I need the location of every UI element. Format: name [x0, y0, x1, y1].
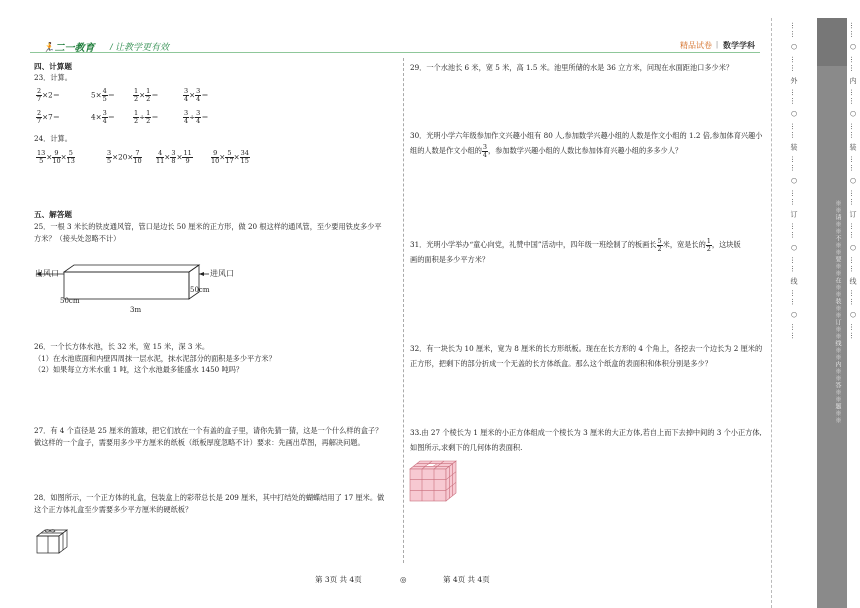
fraction — [225, 150, 233, 165]
denominator: 4 — [196, 94, 201, 103]
denominator: 5 — [107, 156, 112, 165]
denominator: 5 — [39, 156, 44, 165]
q23-title: 23．计算。 — [34, 73, 72, 82]
denominator: 11 — [156, 156, 165, 165]
numerator: 3 — [102, 109, 107, 117]
expr-text: × — [46, 152, 53, 162]
denominator: 10 — [211, 156, 220, 165]
q27-text — [34, 425, 404, 448]
numerator: 2 — [37, 87, 42, 95]
q26-line1: 26．一个长方体水池，长 32 米，宽 15 米，深 3 米。 — [34, 342, 210, 351]
cube-diagram — [410, 459, 460, 503]
fraction — [52, 150, 60, 165]
q30-pre: 组的人数是作文小组的 — [410, 146, 482, 156]
numerator: 9 — [211, 150, 219, 158]
numerator: 4 — [156, 150, 164, 158]
expression — [36, 110, 60, 125]
q30-num: 3 — [482, 142, 488, 151]
numerator: 5 — [225, 150, 233, 158]
expr-text: ＝ — [151, 112, 159, 122]
expression — [91, 110, 115, 125]
denominator: 5 — [102, 94, 107, 103]
q29-text: 29．一个水池长 6 米，宽 5 米，高 1.5 米。池里所储的水是 36 立方米，问现在水面距池口多少米？ — [410, 63, 734, 72]
q32-line2: 正方形，把剩下的部分折成一个无盖的长方体纸盒。那么这个纸盒的表面积和体积分别是多少？ — [410, 359, 712, 369]
numerator: 1 — [146, 109, 151, 117]
numerator: 3 — [171, 149, 176, 157]
q26-part2: （2）如果每立方米水重 1 吨，这个水池最多能盛水 1450 吨吗？ — [34, 365, 244, 375]
footer-circle-icon: ◎ — [400, 575, 407, 584]
numerator: 2 — [37, 109, 42, 117]
denominator: 10 — [133, 156, 142, 165]
expr-text: × — [60, 152, 67, 162]
numerator: 7 — [133, 150, 141, 158]
brand-label: 精品试卷 — [680, 41, 712, 50]
denominator: 15 — [240, 156, 249, 165]
numerator: 1 — [134, 109, 139, 117]
denominator: 10 — [52, 156, 61, 165]
numerator: 34 — [240, 149, 249, 157]
binding-bar-top — [817, 18, 847, 66]
expr-text: × — [139, 90, 146, 100]
q32-text — [410, 341, 800, 371]
expr-text: ×2＝ — [42, 90, 60, 100]
header-rule — [30, 52, 760, 53]
q24-title: 24．计算。 — [34, 134, 72, 143]
q26-part1: （1）在水池底面和内壁四周抹一层水泥，抹水泥部分的面积是多少平方米？ — [34, 353, 276, 363]
binding-outer-text: …… ○ …… 外 …… ○ …… 装 …… ○ …… 订 …… ○ …… 线 …… ○ …… — [790, 22, 798, 341]
fraction — [240, 150, 250, 165]
section-4-title: 四、计算题 — [34, 62, 72, 71]
denominator: 2 — [134, 94, 139, 103]
expr-text: ＝ — [151, 90, 159, 100]
q32-line1: 32．有一块长为 10 厘米，宽为 8 厘米的长方形纸板。现在在长方形的 4 个角上，各挖去一个边长为 2 厘米的 — [410, 344, 763, 353]
expression — [183, 88, 209, 103]
denominator: 2 — [134, 116, 139, 125]
q25-text — [34, 221, 394, 244]
numerator: 5 — [67, 150, 75, 158]
denominator: 4 — [196, 116, 201, 125]
expr-text: ＝ — [107, 90, 115, 100]
expr-text: 5× — [91, 90, 102, 100]
denominator: 7 — [37, 116, 42, 125]
q31-den1: 2 — [657, 244, 662, 253]
expr-text: × — [189, 90, 196, 100]
gift-box-figure — [36, 529, 70, 559]
numerator: 13 — [37, 149, 46, 157]
expr-text: ×20× — [112, 152, 134, 162]
expression — [211, 150, 250, 165]
q30-line2 — [410, 143, 800, 158]
denominator: 13 — [66, 156, 75, 165]
column-divider — [403, 58, 404, 563]
expr-text: × — [176, 152, 183, 162]
q30-den: 4 — [482, 150, 488, 159]
q30-post: ，参加数学兴趣小组的人数比参加体育兴趣小组的多多少人？ — [488, 146, 683, 156]
denominator: 2 — [146, 94, 151, 103]
denominator: 4 — [184, 116, 189, 125]
q31-post: ，这块版 — [711, 240, 741, 249]
q25-line1: 25．一根 3 米长的铁皮通风管，管口是边长 50 厘米的正方形，做 20 根这样的通风管，至少要用铁皮多少平 — [34, 222, 382, 231]
denominator: 7 — [37, 94, 42, 103]
logo-text: 二一教育 — [54, 43, 95, 54]
slogan: / 让教学更有效 — [110, 42, 170, 52]
binding-notice: ※※请※※不※※要※※在※※装※※订※※线※※内※※答※※题※※ — [834, 200, 841, 424]
gift-box-diagram — [36, 529, 70, 555]
q31-line2: 画的面积是多少平方米？ — [410, 255, 490, 265]
page-number-left: 第 3页 共 4页 — [315, 575, 362, 584]
fraction — [133, 150, 141, 165]
section-5-title: 五、解答题 — [34, 210, 72, 219]
q28-text — [34, 492, 404, 515]
expr-text: ÷ — [189, 112, 196, 122]
q28-line1: 28．如图所示，一个正方体的礼盒，包装盒上的彩带总长是 209 厘米，其中打结处的蝴蝶结用了 17 厘米。做 — [34, 493, 385, 502]
expression — [183, 110, 209, 125]
expr-text: ÷ — [139, 112, 146, 122]
q31-text — [410, 237, 800, 267]
q31-den2: 2 — [706, 244, 711, 253]
expression — [106, 150, 142, 165]
expression — [156, 150, 193, 165]
numerator: 1 — [134, 87, 139, 95]
cube-figure — [410, 459, 460, 507]
outlet-label: 出风口 — [35, 269, 59, 278]
expr-text: ＝ — [201, 90, 209, 100]
expression — [133, 110, 159, 125]
numerator: 1 — [146, 87, 151, 95]
expression — [36, 88, 60, 103]
numerator: 3 — [107, 149, 112, 157]
length-label: 3m — [130, 306, 142, 314]
subject-label: 数学学科 — [723, 41, 755, 50]
q27-line1: 27．有 4 个直径是 25 厘米的篮球，把它们放在一个有盖的盒子里，请你先猜一猜，这是一个什么样的盒子？ — [34, 426, 383, 435]
q33-line2: 如图所示,求剩下的几何体的表面积. — [410, 443, 523, 453]
expr-text: 4× — [91, 112, 102, 122]
expression — [133, 88, 159, 103]
denominator: 4 — [184, 94, 189, 103]
numerator: 3 — [184, 109, 189, 117]
expr-text: × — [219, 152, 226, 162]
q28-line2: 这个正方体礼盒至少需要多少平方厘米的硬纸板？ — [34, 504, 193, 514]
q33-text — [410, 425, 800, 455]
denominator: 9 — [185, 156, 190, 165]
denominator: 4 — [102, 116, 107, 125]
numerator: 11 — [183, 149, 192, 157]
width-label-2: 50cm — [190, 286, 210, 294]
q31-line1 — [410, 237, 800, 252]
expr-text: ＝ — [107, 112, 115, 122]
numerator: 3 — [184, 87, 189, 95]
expr-text: ×7＝ — [42, 112, 60, 122]
fraction — [67, 150, 75, 165]
runner-logo-icon: 🏃 — [42, 43, 55, 54]
numerator: 3 — [196, 87, 201, 95]
q33-line1: 33.由 27 个棱长为 1 厘米的小正方体组成一个棱长为 3 厘米的大正方体,若自上而下去掉中间的 3 个小正方体, — [410, 428, 762, 437]
numerator: 3 — [196, 109, 201, 117]
q30-text — [410, 128, 800, 158]
width-label-1: 50cm — [60, 297, 80, 305]
denominator: 8 — [171, 156, 176, 165]
q31-num2: 1 — [706, 236, 711, 245]
numerator: 9 — [52, 150, 60, 158]
q31-num1: 5 — [657, 236, 662, 245]
denominator: 2 — [146, 116, 151, 125]
expression — [36, 150, 75, 165]
q25-line2: 方米？（接头处忽略不计） — [34, 233, 121, 243]
denominator: 17 — [225, 156, 234, 165]
expression — [91, 88, 115, 103]
fraction — [182, 150, 192, 165]
q27-line2: 做这样的一个盒子，需要用多少平方厘米的纸板（纸板厚度忽略不计）要求：先画出草图，再解决问题。 — [34, 437, 365, 447]
q30-line1: 30．光明小学六年级参加作文兴趣小组有 80 人,参加数学兴趣小组的人数是作文小组的 1.2 倍,参加体育兴趣小 — [410, 131, 763, 140]
fraction — [36, 150, 46, 165]
expr-text: × — [164, 152, 171, 162]
binding-line-outer — [771, 18, 773, 608]
numerator: 4 — [102, 87, 107, 95]
q31-pre: 31．光明小学举办“童心向党，礼赞中国”活动中，四年级一班绘制了的板画长 — [410, 240, 657, 249]
q26-text — [34, 341, 394, 376]
binding-inner-text: …… ○ …… 内 …… ○ …… 装 …… ○ …… 订 …… ○ …… 线 …… ○ …… — [849, 22, 857, 341]
q31-mid: 米，宽是长的 — [662, 240, 706, 249]
page-number-right: 第 4页 共 4页 — [443, 575, 490, 584]
header-separator: | — [716, 40, 719, 49]
expr-text: × — [233, 152, 240, 162]
expr-text: ＝ — [201, 112, 209, 122]
inlet-label: 进风口 — [210, 269, 234, 278]
